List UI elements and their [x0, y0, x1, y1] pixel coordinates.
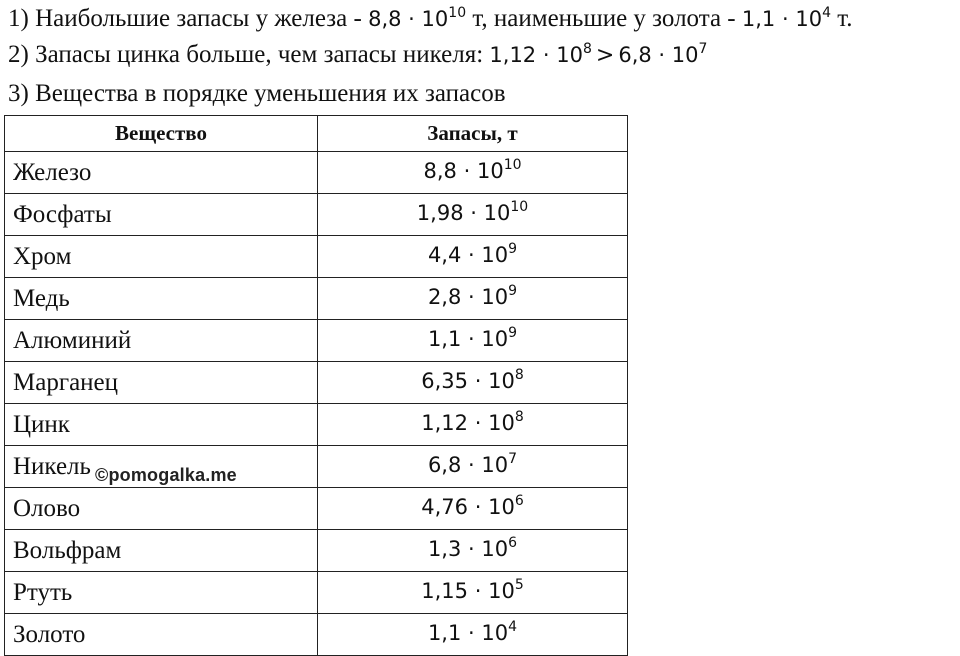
- zinc-reserve-value: $1,12 \cdot 10^8$: [489, 41, 592, 67]
- table-row: [5, 194, 628, 236]
- substance-name: Марганец: [5, 362, 318, 404]
- header-reserves: Запасы, т: [318, 116, 628, 152]
- substance-name: Золото: [5, 614, 318, 656]
- reserve-value: $1,1 \cdot 10^4$: [318, 614, 628, 656]
- substance-name: Железо: [5, 152, 318, 194]
- statement-1-suffix: т.: [831, 5, 853, 32]
- substance-name: Фосфаты: [5, 194, 318, 236]
- table-body: [5, 152, 628, 656]
- watermark: ©pomogalka.me: [95, 465, 237, 485]
- substance-name: Хром: [5, 236, 318, 278]
- header-substance: Вещество: [5, 116, 318, 152]
- iron-reserve-value: $8,8 \cdot 10^{10}$: [368, 5, 467, 31]
- substance-name: Вольфрам: [5, 530, 318, 572]
- nickel-reserve-value: $6,8 \cdot 10^7$: [618, 41, 708, 67]
- table-row: [5, 614, 628, 656]
- statement-3: 3) Вещества в порядке уменьшения их запасов: [8, 80, 506, 107]
- reserve-value: $4,4 \cdot 10^9$: [318, 236, 628, 278]
- table-row: [5, 278, 628, 320]
- reserve-value: $4,76 \cdot 10^6$: [318, 488, 628, 530]
- table-row: [5, 530, 628, 572]
- reserve-value: $6,35 \cdot 10^8$: [318, 362, 628, 404]
- substance-name: Цинк: [5, 404, 318, 446]
- table-row: [5, 404, 628, 446]
- gold-reserve-value: $1,1 \cdot 10^4$: [741, 5, 832, 31]
- substance-name: Медь: [5, 278, 318, 320]
- reserves-table: [4, 115, 628, 656]
- substance-name: Олово: [5, 488, 318, 530]
- table-row: [5, 320, 628, 362]
- reserve-value: $2,8 \cdot 10^9$: [318, 278, 628, 320]
- table-row: [5, 152, 628, 194]
- table-row: [5, 236, 628, 278]
- statement-2-prefix: 2) Запасы цинка больше, чем запасы никеля:: [8, 41, 490, 68]
- reserve-value: $1,15 \cdot 10^5$: [318, 572, 628, 614]
- table-row: [5, 572, 628, 614]
- statement-1-prefix: 1) Наибольшие запасы у железа -: [8, 5, 369, 32]
- reserve-value: $8,8 \cdot 10^{10}$: [318, 152, 628, 194]
- reserve-value: $1,12 \cdot 10^8$: [318, 404, 628, 446]
- substance-name: Никель: [5, 446, 318, 488]
- table-header-row: [5, 116, 628, 152]
- table-row: [5, 488, 628, 530]
- reserve-value: $1,3 \cdot 10^6$: [318, 530, 628, 572]
- reserve-value: $6,8 \cdot 10^7$: [318, 446, 628, 488]
- statement-1: [8, 4, 853, 34]
- substance-name: Ртуть: [5, 572, 318, 614]
- reserve-value: $1,98 \cdot 10^{10}$: [318, 194, 628, 236]
- substance-name: Алюминий: [5, 320, 318, 362]
- statement-1-middle: т, наименьшие у золота -: [466, 5, 742, 32]
- table-row: [5, 362, 628, 404]
- greater-than-sign: >: [595, 43, 615, 68]
- statement-2: [8, 40, 707, 71]
- reserve-value: $1,1 \cdot 10^9$: [318, 320, 628, 362]
